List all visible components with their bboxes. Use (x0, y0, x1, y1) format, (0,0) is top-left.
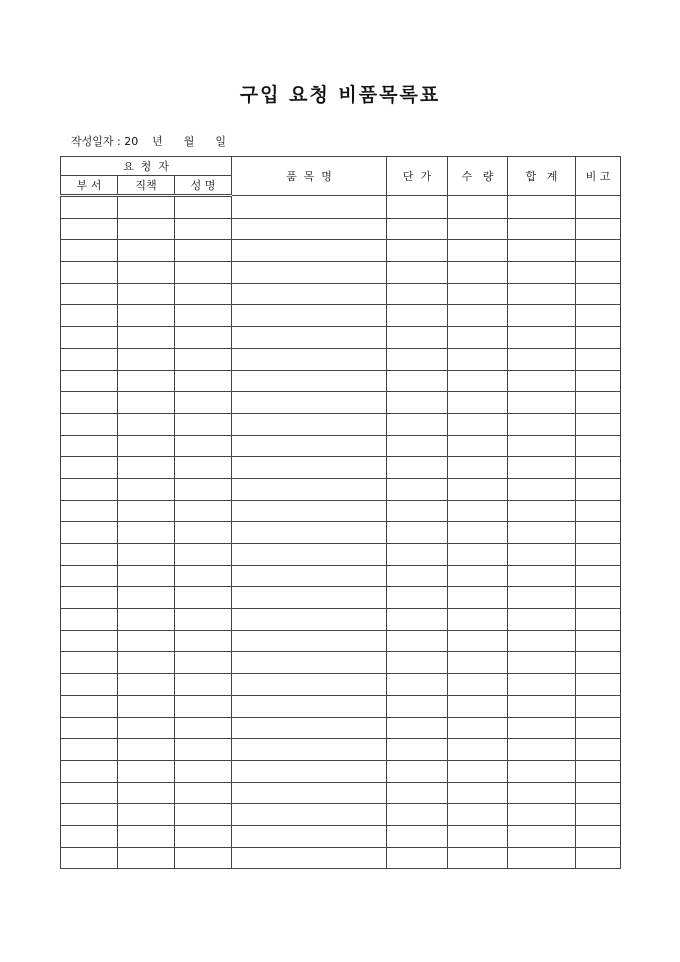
table-row (61, 717, 621, 739)
remarks-cell[interactable] (576, 348, 621, 370)
table-row (61, 544, 621, 566)
department-cell[interactable] (61, 435, 118, 457)
name-cell[interactable] (175, 695, 232, 717)
unit-price-cell[interactable] (387, 652, 448, 674)
quantity-cell[interactable] (448, 413, 508, 435)
quantity-cell[interactable] (448, 782, 508, 804)
remarks-cell[interactable] (576, 522, 621, 544)
item-name-cell[interactable] (232, 739, 387, 761)
position-cell[interactable] (118, 544, 175, 566)
table-row (61, 760, 621, 782)
department-cell[interactable] (61, 522, 118, 544)
table-row (61, 500, 621, 522)
department-cell[interactable] (61, 240, 118, 262)
quantity-cell[interactable] (448, 804, 508, 826)
name-cell[interactable] (175, 327, 232, 349)
position-cell[interactable] (118, 739, 175, 761)
remarks-cell[interactable] (576, 739, 621, 761)
total-cell[interactable] (508, 630, 576, 652)
table-row (61, 609, 621, 631)
department-cell[interactable] (61, 825, 118, 847)
item-name-cell[interactable] (232, 500, 387, 522)
position-cell[interactable] (118, 847, 175, 869)
unit-price-cell[interactable] (387, 782, 448, 804)
remarks-cell[interactable] (576, 283, 621, 305)
remarks-cell[interactable] (576, 674, 621, 696)
total-cell[interactable] (508, 413, 576, 435)
name-cell[interactable] (175, 500, 232, 522)
department-cell[interactable] (61, 413, 118, 435)
item-name-cell[interactable] (232, 196, 387, 219)
position-cell[interactable] (118, 478, 175, 500)
position-cell[interactable] (118, 457, 175, 479)
table-row (61, 413, 621, 435)
total-cell[interactable] (508, 370, 576, 392)
name-cell[interactable] (175, 413, 232, 435)
name-header: 성 명 (175, 176, 232, 196)
remarks-cell[interactable] (576, 218, 621, 240)
total-cell[interactable] (508, 478, 576, 500)
unit-price-cell[interactable] (387, 760, 448, 782)
item-name-cell[interactable] (232, 522, 387, 544)
item-name-cell[interactable] (232, 760, 387, 782)
name-cell[interactable] (175, 760, 232, 782)
table-row (61, 565, 621, 587)
position-cell[interactable] (118, 695, 175, 717)
total-cell[interactable] (508, 847, 576, 869)
name-cell[interactable] (175, 240, 232, 262)
quantity-header: 수 량 (448, 157, 508, 196)
item-name-cell[interactable] (232, 327, 387, 349)
unit-price-cell[interactable] (387, 825, 448, 847)
name-cell[interactable] (175, 370, 232, 392)
name-cell[interactable] (175, 565, 232, 587)
position-header: 직책 (118, 176, 175, 196)
department-cell[interactable] (61, 478, 118, 500)
table-row (61, 262, 621, 284)
name-cell[interactable] (175, 305, 232, 327)
department-cell[interactable] (61, 565, 118, 587)
table-row (61, 804, 621, 826)
department-cell[interactable] (61, 500, 118, 522)
total-cell[interactable] (508, 457, 576, 479)
remarks-cell[interactable] (576, 717, 621, 739)
department-cell[interactable] (61, 804, 118, 826)
department-cell[interactable] (61, 348, 118, 370)
name-cell[interactable] (175, 825, 232, 847)
total-cell[interactable] (508, 262, 576, 284)
item-name-cell[interactable] (232, 413, 387, 435)
unit-price-cell[interactable] (387, 392, 448, 414)
quantity-cell[interactable] (448, 652, 508, 674)
department-cell[interactable] (61, 674, 118, 696)
remarks-cell[interactable] (576, 196, 621, 219)
total-cell[interactable] (508, 327, 576, 349)
department-cell[interactable] (61, 609, 118, 631)
quantity-cell[interactable] (448, 565, 508, 587)
total-cell[interactable] (508, 283, 576, 305)
quantity-cell[interactable] (448, 262, 508, 284)
position-cell[interactable] (118, 587, 175, 609)
remarks-cell[interactable] (576, 760, 621, 782)
quantity-cell[interactable] (448, 739, 508, 761)
unit-price-cell[interactable] (387, 587, 448, 609)
remarks-cell[interactable] (576, 478, 621, 500)
table-row (61, 327, 621, 349)
remarks-cell[interactable] (576, 630, 621, 652)
remarks-cell[interactable] (576, 435, 621, 457)
item-name-cell[interactable] (232, 457, 387, 479)
total-cell[interactable] (508, 674, 576, 696)
unit-price-cell[interactable] (387, 717, 448, 739)
remarks-cell[interactable] (576, 500, 621, 522)
department-cell[interactable] (61, 544, 118, 566)
unit-price-cell[interactable] (387, 609, 448, 631)
name-cell[interactable] (175, 478, 232, 500)
item-name-cell[interactable] (232, 478, 387, 500)
name-cell[interactable] (175, 218, 232, 240)
position-cell[interactable] (118, 717, 175, 739)
table-row (61, 348, 621, 370)
department-cell[interactable] (61, 283, 118, 305)
name-cell[interactable] (175, 609, 232, 631)
department-cell[interactable] (61, 630, 118, 652)
unit-price-cell[interactable] (387, 804, 448, 826)
total-cell[interactable] (508, 392, 576, 414)
position-cell[interactable] (118, 435, 175, 457)
item-name-cell[interactable] (232, 630, 387, 652)
name-cell[interactable] (175, 262, 232, 284)
item-name-cell[interactable] (232, 348, 387, 370)
remarks-cell[interactable] (576, 652, 621, 674)
quantity-cell[interactable] (448, 348, 508, 370)
quantity-cell[interactable] (448, 283, 508, 305)
position-cell[interactable] (118, 392, 175, 414)
position-cell[interactable] (118, 283, 175, 305)
quantity-cell[interactable] (448, 544, 508, 566)
total-cell[interactable] (508, 717, 576, 739)
table-row (61, 240, 621, 262)
department-cell[interactable] (61, 327, 118, 349)
remarks-cell[interactable] (576, 305, 621, 327)
table-row (61, 522, 621, 544)
position-cell[interactable] (118, 674, 175, 696)
total-cell[interactable] (508, 804, 576, 826)
remarks-cell[interactable] (576, 413, 621, 435)
item-name-cell[interactable] (232, 674, 387, 696)
department-cell[interactable] (61, 457, 118, 479)
department-cell[interactable] (61, 760, 118, 782)
item-name-cell[interactable] (232, 652, 387, 674)
quantity-cell[interactable] (448, 478, 508, 500)
total-cell[interactable] (508, 435, 576, 457)
table-row (61, 674, 621, 696)
unit-price-cell[interactable] (387, 522, 448, 544)
department-cell[interactable] (61, 717, 118, 739)
total-cell[interactable] (508, 760, 576, 782)
position-cell[interactable] (118, 218, 175, 240)
unit-price-cell[interactable] (387, 674, 448, 696)
table-row (61, 196, 621, 219)
item-name-cell[interactable] (232, 847, 387, 869)
remarks-cell[interactable] (576, 392, 621, 414)
table-row (61, 825, 621, 847)
position-cell[interactable] (118, 804, 175, 826)
item-name-cell[interactable] (232, 804, 387, 826)
department-cell[interactable] (61, 218, 118, 240)
item-name-cell[interactable] (232, 544, 387, 566)
item-name-cell[interactable] (232, 305, 387, 327)
item-name-cell[interactable] (232, 218, 387, 240)
quantity-cell[interactable] (448, 587, 508, 609)
table-body (61, 196, 621, 869)
document-title: 구입 요청 비품목록표 (239, 84, 441, 106)
position-cell[interactable] (118, 609, 175, 631)
unit-price-cell[interactable] (387, 847, 448, 869)
remarks-header: 비 고 (576, 157, 621, 196)
remarks-cell[interactable] (576, 587, 621, 609)
item-name-header: 품 목 명 (232, 157, 387, 196)
name-cell[interactable] (175, 630, 232, 652)
table-row (61, 652, 621, 674)
position-cell[interactable] (118, 500, 175, 522)
quantity-cell[interactable] (448, 522, 508, 544)
table-row (61, 283, 621, 305)
item-name-cell[interactable] (232, 370, 387, 392)
total-cell[interactable] (508, 609, 576, 631)
quantity-cell[interactable] (448, 305, 508, 327)
quantity-cell[interactable] (448, 695, 508, 717)
total-cell[interactable] (508, 739, 576, 761)
unit-price-cell[interactable] (387, 240, 448, 262)
quantity-cell[interactable] (448, 240, 508, 262)
position-cell[interactable] (118, 760, 175, 782)
quantity-cell[interactable] (448, 630, 508, 652)
quantity-cell[interactable] (448, 847, 508, 869)
unit-price-cell[interactable] (387, 695, 448, 717)
total-cell[interactable] (508, 695, 576, 717)
purchase-request-table (60, 156, 621, 869)
remarks-cell[interactable] (576, 262, 621, 284)
department-cell[interactable] (61, 739, 118, 761)
table-row (61, 457, 621, 479)
quantity-cell[interactable] (448, 717, 508, 739)
unit-price-cell[interactable] (387, 565, 448, 587)
table-row (61, 305, 621, 327)
quantity-cell[interactable] (448, 457, 508, 479)
quantity-cell[interactable] (448, 392, 508, 414)
creation-date-line: 작성일자 : 20 년 월 일 (71, 135, 227, 148)
total-cell[interactable] (508, 500, 576, 522)
table-row (61, 478, 621, 500)
total-cell[interactable] (508, 522, 576, 544)
remarks-cell[interactable] (576, 457, 621, 479)
name-cell[interactable] (175, 847, 232, 869)
table-row (61, 695, 621, 717)
position-cell[interactable] (118, 782, 175, 804)
unit-price-cell[interactable] (387, 196, 448, 219)
position-cell[interactable] (118, 413, 175, 435)
name-cell[interactable] (175, 392, 232, 414)
name-cell[interactable] (175, 196, 232, 219)
item-name-cell[interactable] (232, 565, 387, 587)
quantity-cell[interactable] (448, 609, 508, 631)
name-cell[interactable] (175, 782, 232, 804)
total-cell[interactable] (508, 652, 576, 674)
department-cell[interactable] (61, 305, 118, 327)
unit-price-cell[interactable] (387, 348, 448, 370)
remarks-cell[interactable] (576, 804, 621, 826)
name-cell[interactable] (175, 652, 232, 674)
item-name-cell[interactable] (232, 782, 387, 804)
position-cell[interactable] (118, 522, 175, 544)
department-cell[interactable] (61, 652, 118, 674)
total-cell[interactable] (508, 587, 576, 609)
total-header: 합 계 (508, 157, 576, 196)
unit-price-cell[interactable] (387, 544, 448, 566)
table-row (61, 370, 621, 392)
unit-price-cell[interactable] (387, 500, 448, 522)
item-name-cell[interactable] (232, 283, 387, 305)
unit-price-cell[interactable] (387, 370, 448, 392)
position-cell[interactable] (118, 196, 175, 219)
name-cell[interactable] (175, 717, 232, 739)
name-cell[interactable] (175, 522, 232, 544)
unit-price-cell[interactable] (387, 262, 448, 284)
header-row-top (61, 157, 621, 176)
item-name-cell[interactable] (232, 717, 387, 739)
unit-price-cell[interactable] (387, 413, 448, 435)
name-cell[interactable] (175, 804, 232, 826)
remarks-cell[interactable] (576, 847, 621, 869)
name-cell[interactable] (175, 739, 232, 761)
total-cell[interactable] (508, 196, 576, 219)
remarks-cell[interactable] (576, 327, 621, 349)
quantity-cell[interactable] (448, 760, 508, 782)
unit-price-cell[interactable] (387, 283, 448, 305)
unit-price-cell[interactable] (387, 305, 448, 327)
name-cell[interactable] (175, 674, 232, 696)
quantity-cell[interactable] (448, 218, 508, 240)
item-name-cell[interactable] (232, 695, 387, 717)
table-row (61, 435, 621, 457)
department-cell[interactable] (61, 587, 118, 609)
remarks-cell[interactable] (576, 695, 621, 717)
unit-price-cell[interactable] (387, 739, 448, 761)
table-row (61, 630, 621, 652)
name-cell[interactable] (175, 587, 232, 609)
quantity-cell[interactable] (448, 435, 508, 457)
department-header: 부 서 (61, 176, 118, 196)
unit-price-header: 단 가 (387, 157, 448, 196)
position-cell[interactable] (118, 652, 175, 674)
item-name-cell[interactable] (232, 392, 387, 414)
unit-price-cell[interactable] (387, 218, 448, 240)
unit-price-cell[interactable] (387, 327, 448, 349)
remarks-cell[interactable] (576, 782, 621, 804)
position-cell[interactable] (118, 327, 175, 349)
quantity-cell[interactable] (448, 674, 508, 696)
total-cell[interactable] (508, 348, 576, 370)
total-cell[interactable] (508, 240, 576, 262)
total-cell[interactable] (508, 825, 576, 847)
department-cell[interactable] (61, 262, 118, 284)
item-name-cell[interactable] (232, 609, 387, 631)
total-cell[interactable] (508, 544, 576, 566)
department-cell[interactable] (61, 695, 118, 717)
name-cell[interactable] (175, 348, 232, 370)
position-cell[interactable] (118, 348, 175, 370)
table-row (61, 847, 621, 869)
department-cell[interactable] (61, 196, 118, 219)
table-row (61, 587, 621, 609)
position-cell[interactable] (118, 630, 175, 652)
quantity-cell[interactable] (448, 500, 508, 522)
total-cell[interactable] (508, 305, 576, 327)
remarks-cell[interactable] (576, 565, 621, 587)
remarks-cell[interactable] (576, 825, 621, 847)
item-name-cell[interactable] (232, 435, 387, 457)
item-name-cell[interactable] (232, 825, 387, 847)
quantity-cell[interactable] (448, 825, 508, 847)
remarks-cell[interactable] (576, 240, 621, 262)
table-row (61, 782, 621, 804)
total-cell[interactable] (508, 565, 576, 587)
item-name-cell[interactable] (232, 262, 387, 284)
unit-price-cell[interactable] (387, 478, 448, 500)
requester-group-header: 요 청 자 (61, 157, 232, 176)
item-name-cell[interactable] (232, 240, 387, 262)
quantity-cell[interactable] (448, 327, 508, 349)
remarks-cell[interactable] (576, 370, 621, 392)
unit-price-cell[interactable] (387, 435, 448, 457)
total-cell[interactable] (508, 782, 576, 804)
name-cell[interactable] (175, 457, 232, 479)
quantity-cell[interactable] (448, 196, 508, 219)
department-cell[interactable] (61, 370, 118, 392)
quantity-cell[interactable] (448, 370, 508, 392)
item-name-cell[interactable] (232, 587, 387, 609)
unit-price-cell[interactable] (387, 457, 448, 479)
unit-price-cell[interactable] (387, 630, 448, 652)
position-cell[interactable] (118, 240, 175, 262)
department-cell[interactable] (61, 782, 118, 804)
position-cell[interactable] (118, 825, 175, 847)
name-cell[interactable] (175, 544, 232, 566)
remarks-cell[interactable] (576, 544, 621, 566)
table-row (61, 739, 621, 761)
name-cell[interactable] (175, 435, 232, 457)
total-cell[interactable] (508, 218, 576, 240)
department-cell[interactable] (61, 392, 118, 414)
position-cell[interactable] (118, 262, 175, 284)
remarks-cell[interactable] (576, 609, 621, 631)
department-cell[interactable] (61, 847, 118, 869)
position-cell[interactable] (118, 370, 175, 392)
position-cell[interactable] (118, 565, 175, 587)
position-cell[interactable] (118, 305, 175, 327)
name-cell[interactable] (175, 283, 232, 305)
table-row (61, 392, 621, 414)
table-row (61, 218, 621, 240)
